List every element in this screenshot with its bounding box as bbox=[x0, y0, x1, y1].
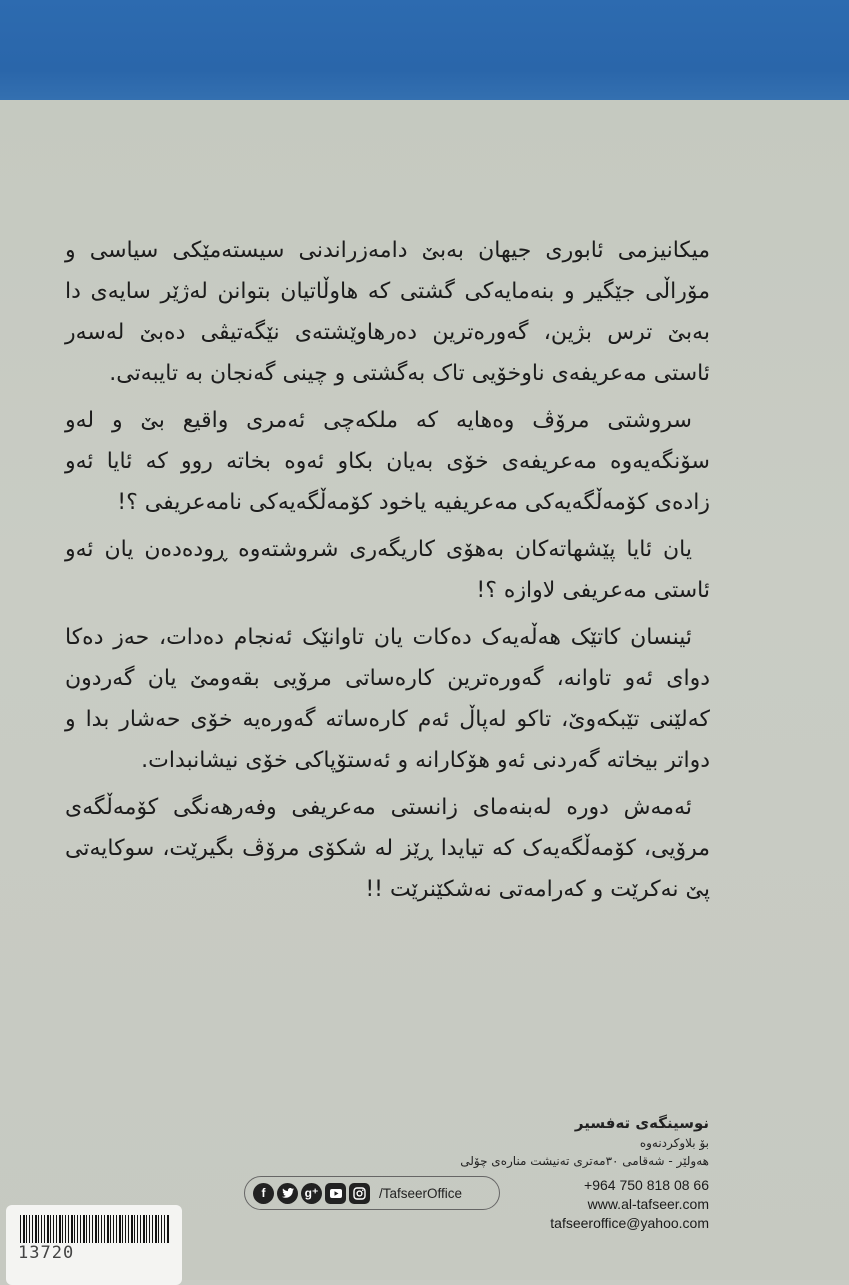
twitter-icon[interactable] bbox=[277, 1183, 298, 1204]
publisher-block bbox=[409, 1112, 709, 1170]
barcode-sticker bbox=[6, 1205, 182, 1285]
website-link[interactable]: www.al-tafseer.com bbox=[587, 1196, 709, 1212]
paragraph-4: ئینسان کاتێک هەڵەیەک دەکات یان تاوانێک ئەنجام دەدات، حەز دەکا دوای ئەو تاوانە، گەورەترین کارەساتی مرۆیی بقەومێ یان گەردون کەلێنی تێبکەوێ، تاکو لەپاڵ ئەم کارەساتە گەورەیە خۆی حەشار بدا و دواتر بیخاتە گەردنی ئەو هۆکارانە و ئەستۆپاکی خۆی نیشانبدات. bbox=[65, 625, 710, 773]
publisher-address: هەولێر - شەقامی ٣٠مەتری تەنیشت منارەی چۆلی bbox=[460, 1154, 709, 1168]
back-cover-text bbox=[65, 230, 710, 916]
paragraph-3: یان ئایا پێشهاتەکان بەهۆی کاریگەری شروشتەوە ڕودەدەن یان ئەو ئاستی مەعریفی لاوازە ؟! bbox=[65, 537, 710, 603]
youtube-icon[interactable] bbox=[325, 1183, 346, 1204]
publisher-subtitle: بۆ بلاوکردنەوە bbox=[639, 1136, 709, 1150]
instagram-icon[interactable] bbox=[349, 1183, 370, 1204]
paragraph-5: ئەمەش دورە لەبنەمای زانستی مەعریفی وفەرهەنگی کۆمەڵگەی مرۆیی، کۆمەڵگەیەک کە تیایدا ڕێز لە شکۆی مرۆڤ بگیرێت، سوکایەتی پێ نەکرێت و کەرامەتی نەشکێنرێت !! bbox=[65, 795, 710, 902]
barcode-bars bbox=[20, 1215, 170, 1243]
phone-number: +964 750 818 08 66 bbox=[584, 1177, 709, 1193]
google-plus-icon[interactable]: g⁺ bbox=[301, 1183, 322, 1204]
social-handle[interactable]: /TafseerOffice bbox=[379, 1185, 463, 1201]
contact-block bbox=[489, 1176, 709, 1233]
email-link[interactable]: tafseeroffice@yahoo.com bbox=[550, 1215, 709, 1231]
paragraph-2: سروشتی مرۆڤ وەهایە کە ملکەچی ئەمری واقیع بێ و لەو سۆنگەیەوە مەعریفەی خۆی بەیان بکاو ئەوە بخاتە روو کە ئایا ئەو زادەی کۆمەڵگەیەکی مەعریفیە یاخود کۆمەڵگەیەکی نامەعریفی ؟! bbox=[65, 408, 710, 515]
publisher-name: نوسینگەی تەفسیر bbox=[574, 1114, 709, 1132]
top-color-band bbox=[0, 0, 849, 100]
social-media-bar bbox=[244, 1176, 500, 1210]
paragraph-1: میکانیزمی ئابوری جیهان بەبێ دامەزراندنی سیستەمێکی سیاسی و مۆراڵی جێگیر و بنەمایەکی گشتی کە هاوڵاتیان بتوانن لەژێر سایەی دا بەبێ ترس بژین، گەورەترین دەرهاوێشتەی نێگەتیڤی دەبێ لەسەر ئاستی مەعریفەی ناوخۆیی تاک بەگشتی و چینی گەنجان بە تایبەتی. bbox=[65, 238, 710, 386]
facebook-icon[interactable]: f bbox=[253, 1183, 274, 1204]
barcode-number: 13720 bbox=[18, 1243, 75, 1263]
